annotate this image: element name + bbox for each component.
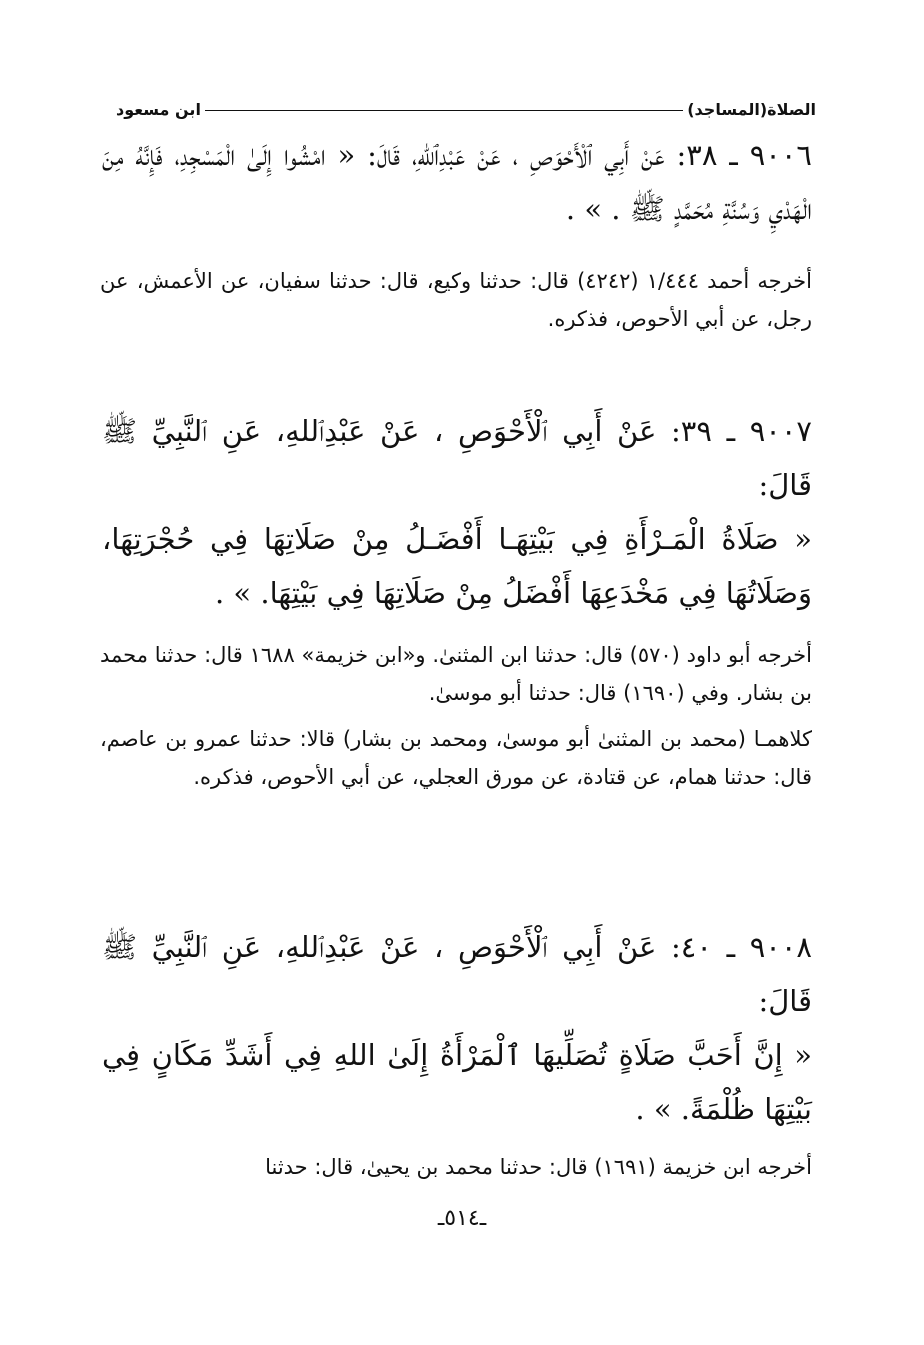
hadith-9007 (102, 404, 812, 620)
hadith-9008 (102, 920, 812, 1136)
hadith-text: « إِنَّ أَحَبَّ صَلَاةٍ تُصَلِّيهَا ٱلْمَرْأَةُ إِلَىٰ اللهِ فِي أَشَدِّ مَكَانٍ فِي بَيْتِهَا ظُلْمَةً. » . (102, 1038, 812, 1126)
takhrij-9007 (100, 636, 812, 796)
hadith-text: « امْشُوا إِلَىٰ الْمَسْجِدِ، فَإِنَّهُ مِنَ الْهَدْيِ وَسُنَّةِ مُحَمَّدٍ ﷺ . » . (102, 138, 812, 226)
header-companion-name: ابن مسعود (112, 100, 205, 119)
takhrij-paragraph: أخرجه ابن خزيمة (١٦٩١) قال: حدثنا محمد بن يحيىٰ، قال: حدثنا (265, 1155, 812, 1179)
hadith-9006 (102, 128, 812, 236)
takhrij-9006 (100, 262, 812, 338)
running-header (112, 86, 820, 119)
hadith-lead: ٩٠٠٧ ـ ٣٩: عَنْ أَبِي ٱلْأَحْوَصِ ، عَنْ عَبْدِٱللهِ، عَنِ ٱلنَّبِيِّ ﷺ قَالَ: (102, 414, 812, 502)
hadith-lead: ٩٠٠٨ ـ ٤٠: عَنْ أَبِي ٱلْأَحْوَصِ ، عَنْ عَبْدِٱللهِ، عَنِ ٱلنَّبِيِّ ﷺ قَالَ: (102, 930, 812, 1018)
takhrij-paragraph: كلاهمـا (محمد بن المثنىٰ أبو موسىٰ، ومحمد بن بشار) قالا: حدثنا عمرو بن عاصم، قال: حدثنا همام، عن قتادة، عن مورق العجلي، عن أبي الأحوص، فذكره. (100, 727, 812, 789)
header-chapter-title: الصلاة(المساجد) (683, 100, 820, 119)
page-number: ـ٥١٤ـ (437, 1206, 487, 1231)
hadith-text: « صَلَاةُ الْمَـرْأَةِ فِي بَيْتِهَـا أَفْضَـلُ مِنْ صَلَاتِهَا فِي حُجْرَتِهَا، وَصَلَاتُهَا فِي مَخْدَعِهَا أَفْضَلُ مِنْ صَلَاتِهَا فِي بَيْتِهَا. » . (102, 522, 812, 610)
takhrij-9008 (100, 1148, 812, 1186)
hadith-lead: ٩٠٠٦ ـ ٣٨: عَنْ أَبِي ٱلْأَحْوَصِ ، عَنْ عَبْدِٱللهِ، قَالَ: (367, 138, 812, 172)
takhrij-paragraph: أخرجه أحمد ١/٤٤٤ (٤٢٤٢) قال: حدثنا وكيع، قال: حدثنا سفيان، عن الأعمش، عن رجل، عن أبي الأحوص، فذكره. (100, 269, 812, 331)
takhrij-paragraph: أخرجه أبو داود (٥٧٠) قال: حدثنا ابن المثنىٰ. و«ابن خزيمة» ١٦٨٨ قال: حدثنا محمد بن بشار. وفي (١٦٩٠) قال: حدثنا أبو موسىٰ. (100, 643, 812, 705)
